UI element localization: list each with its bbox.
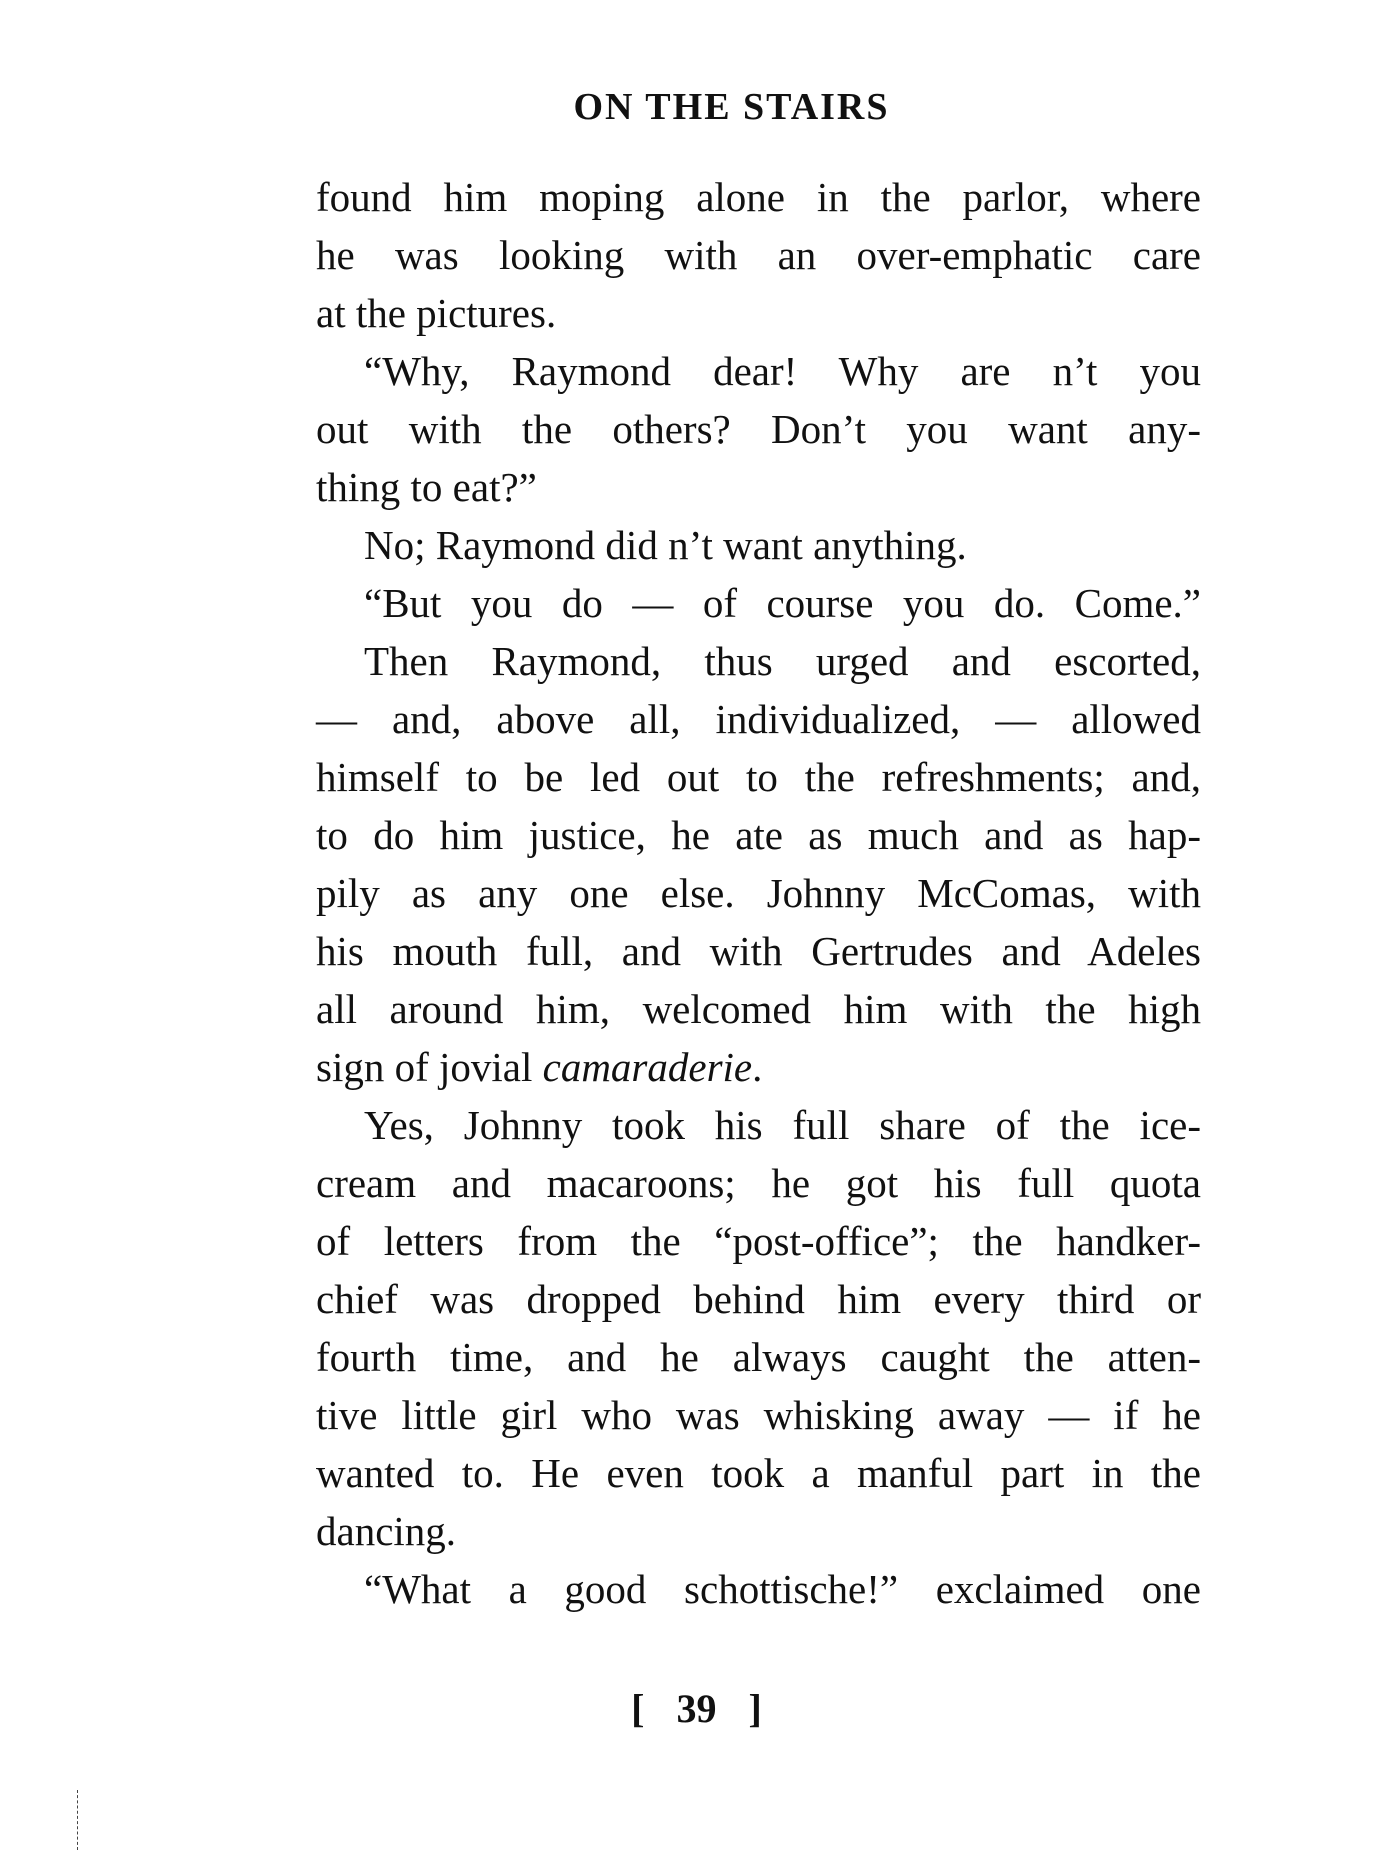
text-line: “But you do — of course you do. Come.”	[364, 580, 1201, 626]
text-line: No; Raymond did n’t want anything.	[364, 522, 967, 568]
text-line: to do him justice, he ate as much and as hap-	[316, 812, 1201, 858]
text-line: out with the others? Don’t you want any-	[316, 406, 1201, 452]
text-line: at the pictures.	[316, 290, 557, 336]
text-line: fourth time, and he always caught the atten-	[316, 1334, 1201, 1380]
text-line: wanted to. He even took a manful part in the	[316, 1450, 1201, 1496]
scan-edge-mark	[77, 1790, 80, 1850]
running-head: ON THE STAIRS	[573, 86, 890, 128]
text-line: himself to be led out to the refreshments; and,	[316, 754, 1201, 800]
text-line: — and, above all, individualized, — allowed	[316, 696, 1201, 742]
text-line: tive little girl who was whisking away — if he	[316, 1392, 1201, 1438]
text-line: all around him, welcomed him with the high	[316, 986, 1201, 1032]
text-line: his mouth full, and with Gertrudes and Adeles	[316, 928, 1201, 974]
text-segment: sign of jovial	[316, 1044, 543, 1090]
text-line: he was looking with an over-emphatic care	[316, 232, 1201, 278]
body-text	[316, 168, 1399, 1618]
text-line: “Why, Raymond dear! Why are n’t you	[364, 348, 1201, 394]
text-line: “What a good schottische!” exclaimed one	[364, 1566, 1201, 1612]
text-line: pily as any one else. Johnny McComas, with	[316, 870, 1201, 916]
text-segment: .	[752, 1044, 763, 1090]
text-line: cream and macaroons; he got his full quota	[316, 1160, 1201, 1206]
italic-word: camaraderie	[542, 1044, 753, 1090]
text-line-italic	[316, 1038, 1201, 1096]
text-line: chief was dropped behind him every third or	[316, 1276, 1201, 1322]
text-line: thing to eat?”	[316, 464, 537, 510]
text-line: Yes, Johnny took his full share of the ice-	[364, 1102, 1201, 1148]
text-line: Then Raymond, thus urged and escorted,	[364, 638, 1201, 684]
text-line: of letters from the “post-office”; the handker-	[316, 1218, 1201, 1264]
text-line: dancing.	[316, 1508, 457, 1554]
page-number: [ 39 ]	[631, 1686, 762, 1731]
text-line: found him moping alone in the parlor, where	[316, 174, 1201, 220]
